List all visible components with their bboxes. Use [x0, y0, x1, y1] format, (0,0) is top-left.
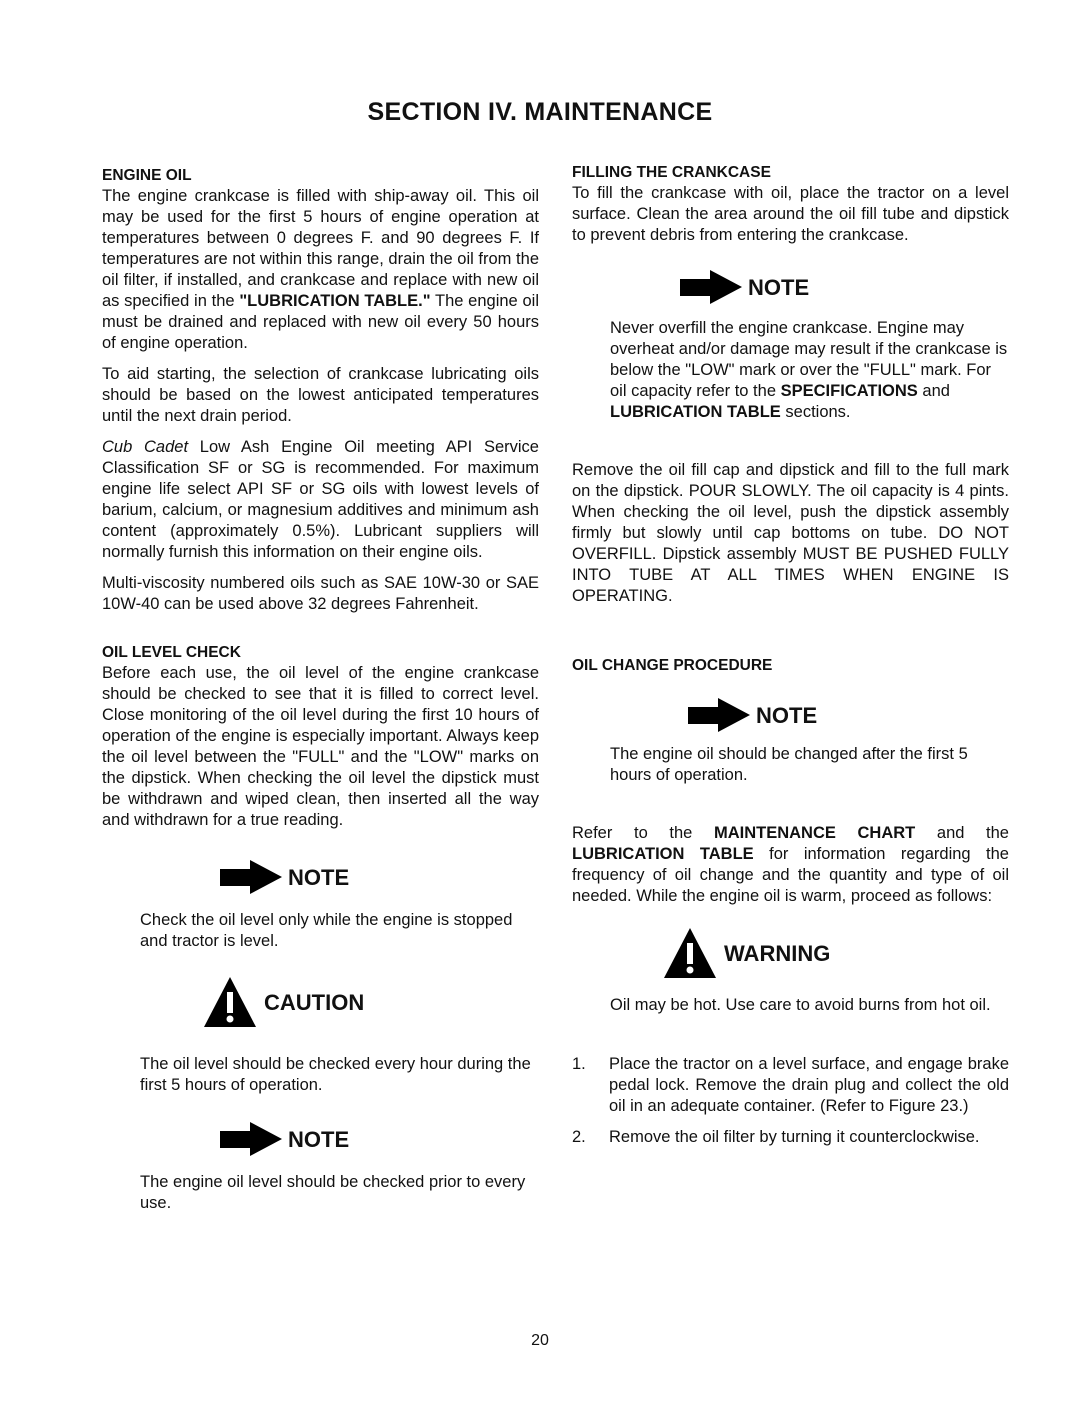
engine-oil-paragraph-4: Multi-viscosity numbered oils such as SAE 10W-30 or SAE 10W-40 can be used above 32 degrees Fahrenheit. — [102, 574, 539, 613]
oil-level-paragraph: Before each use, the oil level of the engine crankcase should be checked to see that it is filled to correct level. Close monitoring of the oil level during the first 10 hours of operation of the engine is especially important. Always keep the oil level between the "FULL" and the "LOW" marks on the dipstick. When checking the oil level the dipstick must be withdrawn and wiped clean, then inserted all the way and withdrawn for a true reading. — [102, 664, 539, 829]
oil-change-heading: OIL CHANGE PROCEDURE — [572, 657, 773, 674]
oil-level-heading: OIL LEVEL CHECK — [102, 644, 241, 661]
warning-callout — [662, 925, 1009, 981]
note-callout-3 — [680, 268, 1009, 306]
step-text: Remove the oil filter by turning it counterclockwise. — [609, 1128, 980, 1146]
arrow-right-icon — [220, 1120, 282, 1158]
note-label: NOTE — [756, 702, 818, 728]
filling-crankcase-heading: FILLING THE CRANKCASE — [572, 164, 771, 181]
filling-paragraph-2: Remove the oil fill cap and dipstick and fill to the full mark on the dipstick. POUR SLOWLY. The oil capacity is 4 pints. When checking the oil level, push the dipstick assembly firmly but slowly until cap bottoms on tube. DO NOT OVERFILL. Dipstick assembly MUST BE PUSHED FULLY INTO TUBE AT ALL TIMES WHEN ENGINE IS OPERATING. — [572, 461, 1009, 605]
note-label: NOTE — [288, 864, 350, 890]
note-callout-4 — [688, 696, 1009, 734]
arrow-right-icon — [688, 696, 750, 734]
list-item — [572, 1054, 1009, 1117]
note-text-4: The engine oil should be changed after the first 5 hours of operation. — [610, 745, 968, 784]
engine-oil-paragraph-1: The engine crankcase is filled with ship-away oil. This oil may be used for the first 5 hours of engine operation at temperatures between 0 degrees F. and 90 degrees F. If temperatures are not within this range, drain the oil from the oil filter, if installed, and crankcase and replace with new oil as specified in the "LUBRICATION TABLE." The engine oil must be drained and replaced with new oil every 50 hours of engine operation. — [102, 187, 539, 352]
list-item — [572, 1127, 1009, 1148]
page-number: 20 — [531, 1332, 549, 1349]
engine-oil-heading: ENGINE OIL — [102, 167, 192, 184]
note-callout-1 — [220, 858, 539, 896]
step-number: 1. — [572, 1055, 586, 1073]
oil-change-paragraph: Refer to the MAINTENANCE CHART and the LUBRICATION TABLE for information regarding the frequency of oil change and the quantity and type of oil needed. While the engine oil is warm, proceed as follows: — [572, 824, 1009, 905]
note-text-2: The engine oil level should be checked prior to every use. — [140, 1173, 526, 1212]
right-column — [572, 162, 1009, 1148]
warning-label: WARNING — [724, 940, 831, 966]
note-callout-2 — [220, 1120, 539, 1158]
step-number: 2. — [572, 1128, 586, 1146]
step-text: Place the tractor on a level surface, and engage brake pedal lock. Remove the drain plug and collect the old oil in an adequate container. (Refer to Figure 23.) — [609, 1055, 1009, 1115]
procedure-steps — [572, 1054, 1009, 1148]
caution-callout — [202, 974, 539, 1030]
page-title: SECTION IV. MAINTENANCE — [367, 98, 713, 126]
note-text-1: Check the oil level only while the engine is stopped and tractor is level. — [140, 911, 513, 950]
arrow-right-icon — [680, 268, 742, 306]
caution-triangle-icon — [202, 974, 258, 1030]
left-column — [102, 165, 539, 1214]
note-label: NOTE — [748, 274, 810, 300]
arrow-right-icon — [220, 858, 282, 896]
engine-oil-paragraph-3: Cub Cadet Low Ash Engine Oil meeting API Service Classification SF or SG is recommended. For maximum engine life select API SF or SG oils with lowest levels of barium, calcium, or magnesium additives and minimum ash content (approximately 0.5%). Lubricant suppliers will normally furnish this information on their engine oils. — [102, 438, 539, 561]
warning-triangle-icon — [662, 925, 718, 981]
note-text-3: Never overfill the engine crankcase. Engine may overheat and/or damage may result if the crankcase is below the "LOW" mark or over the "FULL" mark. For oil capacity refer to the SPECIFICATIONS and LUBRICATION TABLE sections. — [610, 319, 1008, 421]
engine-oil-paragraph-2: To aid starting, the selection of crankcase lubricating oils should be based on the lowest anticipated temperatures until the next drain period. — [102, 365, 539, 425]
caution-text: The oil level should be checked every hour during the first 5 hours of operation. — [140, 1055, 531, 1094]
warning-text: Oil may be hot. Use care to avoid burns from hot oil. — [610, 996, 991, 1014]
note-label: NOTE — [288, 1126, 350, 1152]
caution-label: CAUTION — [264, 989, 365, 1015]
filling-paragraph-1: To fill the crankcase with oil, place the tractor on a level surface. Clean the area around the oil fill tube and dipstick to prevent debris from entering the crankcase. — [572, 184, 1009, 244]
